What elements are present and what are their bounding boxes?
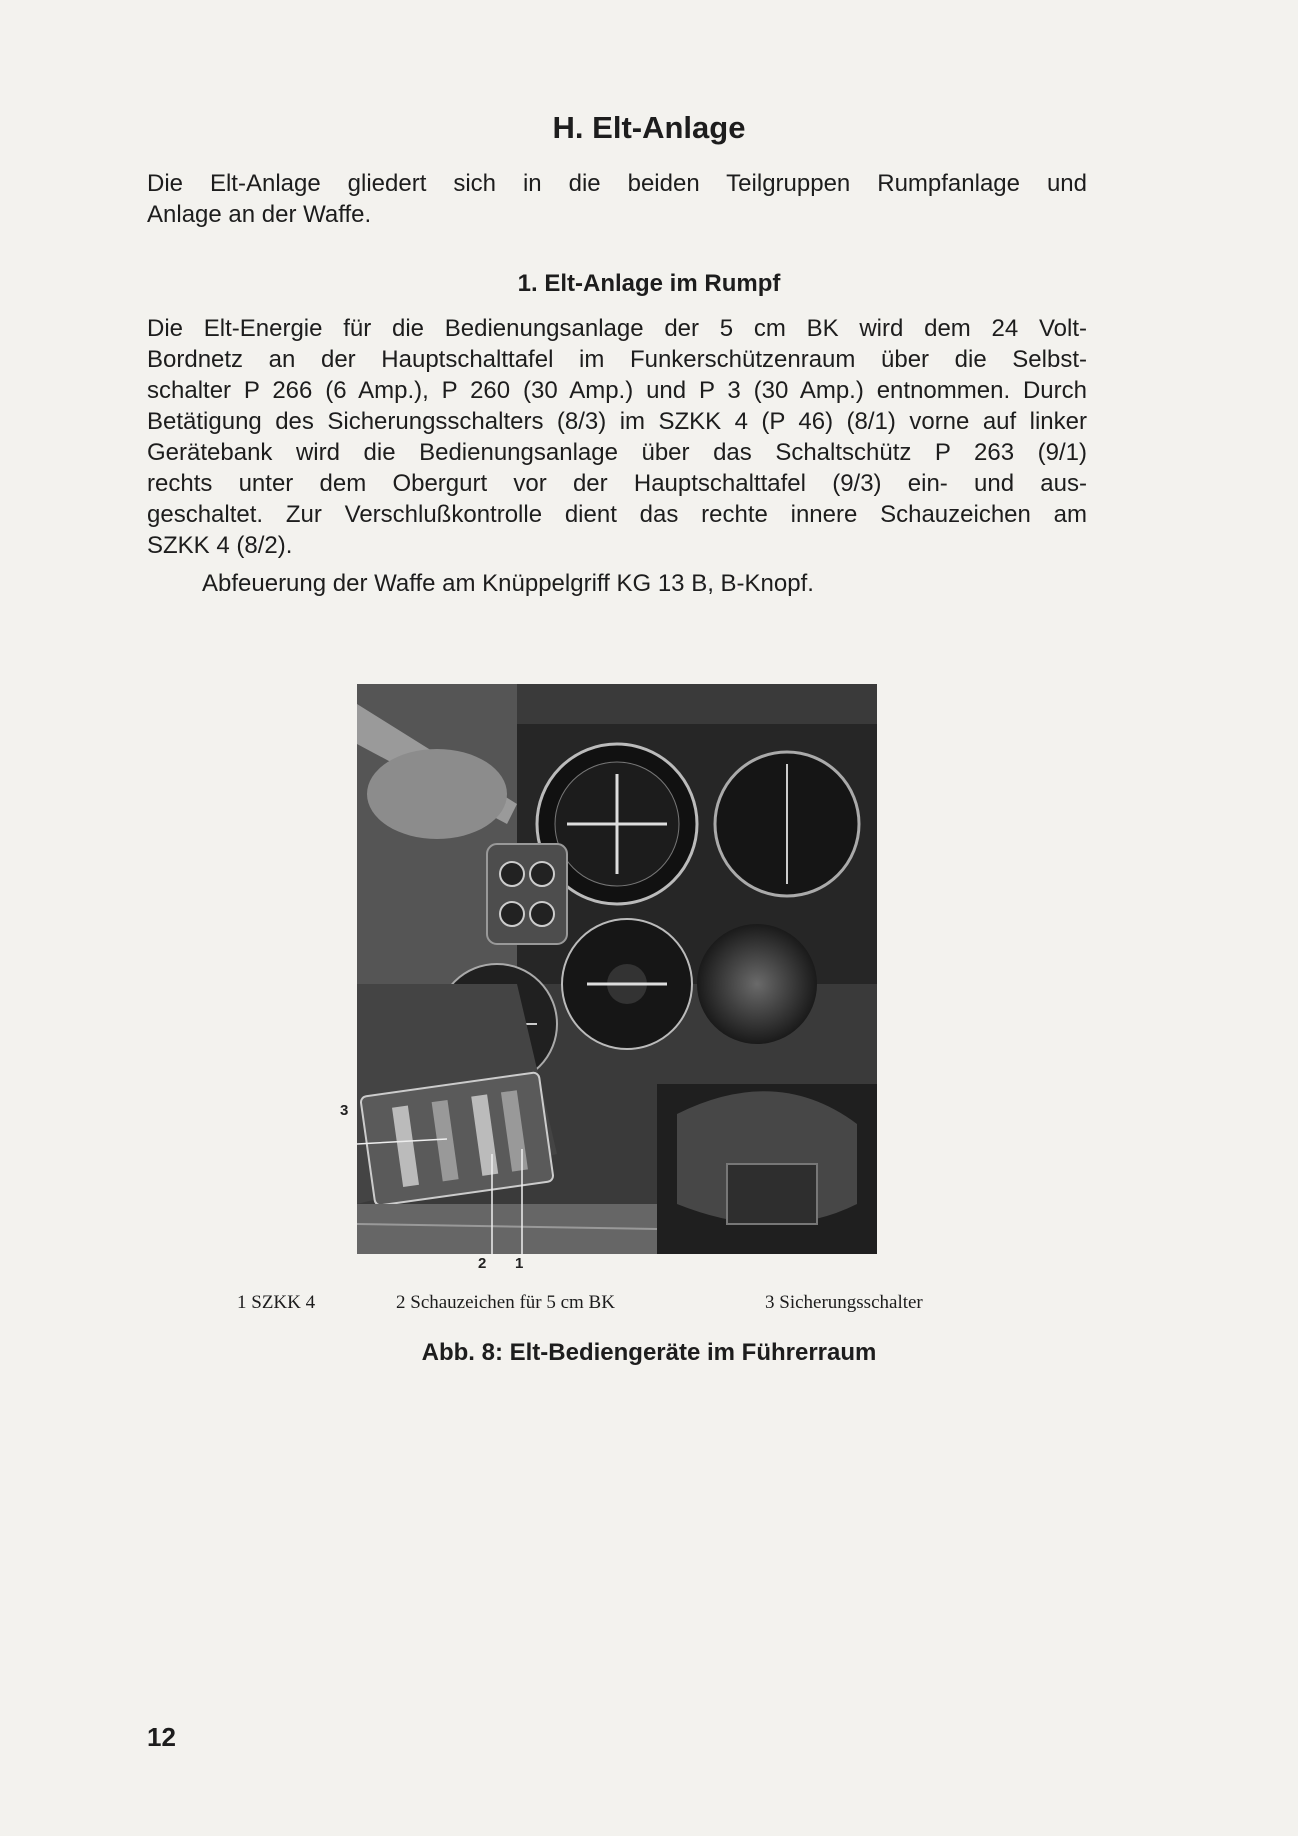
text-line: geschaltet. Zur Verschlußkontrolle dient das rechte innere Schauzeichen am [147, 501, 1087, 528]
legend-item-szkk: 1 SZKK 4 [237, 1292, 316, 1313]
text-line: Die Elt-Anlage gliedert sich in die beiden Teilgruppen Rumpfanlage und [147, 170, 1087, 197]
cockpit-photo-drawing [357, 684, 877, 1254]
text-line: Gerätebank wird die Bedienungsanlage über das Schaltschütz P 263 (9/1) [147, 439, 1087, 466]
figure-marker-1: 1 [515, 1255, 524, 1272]
text-line: Betätigung des Sicherungsschalters (8/3) im SZKK 4 (P 46) (8/1) vorne auf linker [147, 408, 1087, 435]
text-line: Anlage an der Waffe. [147, 201, 372, 228]
body-paragraph [147, 313, 1087, 561]
figure-legend [0, 1292, 1298, 1316]
cockpit-photo [357, 684, 877, 1254]
figure-marker-3: 3 [340, 1102, 349, 1119]
legend-item-schauzeichen: 2 Schauzeichen für 5 cm BK [396, 1292, 615, 1313]
text-line: SZKK 4 (8/2). [147, 532, 293, 559]
figure-title: Abb. 8: Elt-Bediengeräte im Führerraum [421, 1339, 877, 1366]
subsection-title: 1. Elt-Anlage im Rumpf [517, 270, 781, 297]
text-line: schalter P 266 (6 Amp.), P 260 (30 Amp.) und P 3 (30 Amp.) entnommen. Durch [147, 377, 1087, 404]
text-line: rechts unter dem Obergurt vor der Hauptschalttafel (9/3) ein- und aus- [147, 470, 1087, 497]
firing-note [202, 568, 1082, 599]
text-line: Abfeuerung der Waffe am Knüppelgriff KG 13 B, B-Knopf. [202, 570, 814, 597]
figure-marker-2: 2 [478, 1255, 487, 1272]
legend-item-sicherungsschalter: 3 Sicherungsschalter [765, 1292, 923, 1313]
section-title: H. Elt-Anlage [552, 110, 746, 145]
intro-paragraph [147, 168, 1087, 230]
text-line: Die Elt-Energie für die Bedienungsanlage der 5 cm BK wird dem 24 Volt- [147, 315, 1087, 342]
page-number: 12 [147, 1722, 176, 1752]
text-line: Bordnetz an der Hauptschalttafel im Funkerschützenraum über die Selbst- [147, 346, 1087, 373]
